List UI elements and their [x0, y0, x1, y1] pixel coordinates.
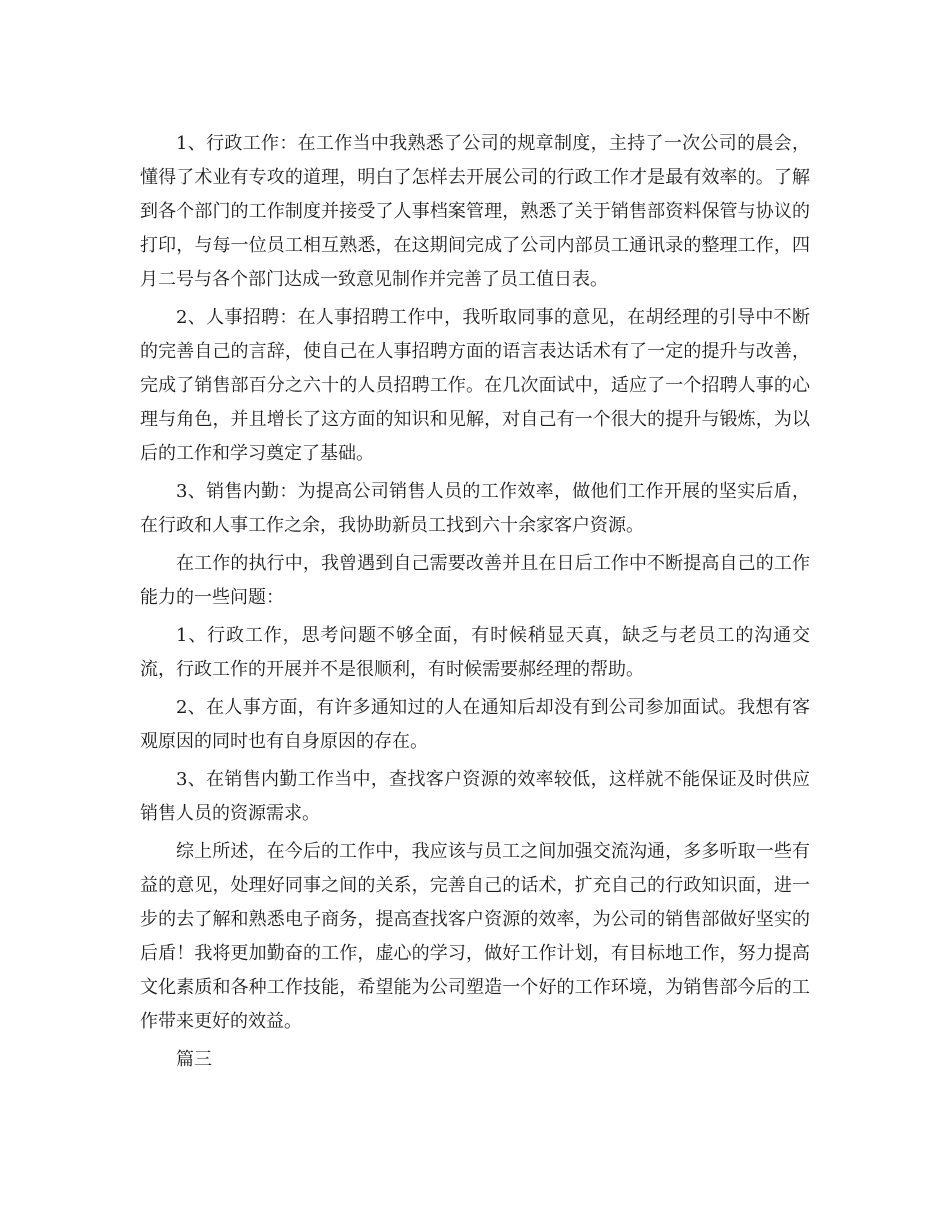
paragraph-hr-recruiting: 2、人事招聘：在人事招聘工作中，我听取同事的意见，在胡经理的引导中不断的完善自己的言辞，使自己在人事招聘方面的语言表达话术有了一定的提升与改善，完成了销售部百分之六十的人员招聘工作。在几次面试中，适应了一个招聘人事的心理与角色，并且增长了这方面的知识和见解，对自己有一个很大的提升与锻炼，为以后的工作和学习奠定了基础。 — [140, 307, 810, 464]
paragraph-problem-hr: 2、在人事方面，有许多通知过的人在通知后却没有到公司参加面试。我想有客观原因的同时也有自身原因的存在。 — [140, 697, 810, 752]
paragraph-summary: 综上所述，在今后的工作中，我应该与员工之间加强交流沟通，多多听取一些有益的意见，处理好同事之间的关系，完善自己的话术，扩充自己的行政知识面，进一步的去了解和熟悉电子商务，提高查找客户资源的效率，为公司的销售部做好坚实的后盾！我将更加勤奋的工作，虚心的学习，做好工作计划，有目标地工作，努力提高文化素质和各种工作技能，希望能为公司塑造一个好的工作环境，为销售部今后的工作带来更好的效益。 — [140, 841, 810, 1032]
section-heading: 篇三 — [176, 1049, 212, 1070]
paragraph-problem-sales: 3、在销售内勤工作当中，查找客户资源的效率较低，这样就不能保证及时供应销售人员的资源需求。 — [140, 769, 810, 824]
paragraph-problems-intro: 在工作的执行中，我曾遇到自己需要改善并且在日后工作中不断提高自己的工作能力的一些问题： — [140, 553, 810, 608]
paragraph-sales-support: 3、销售内勤：为提高公司销售人员的工作效率，做他们工作开展的坚实后盾，在行政和人事工作之余，我协助新员工找到六十余家客户资源。 — [140, 481, 810, 536]
document-body — [140, 127, 810, 1077]
paragraph-problem-admin: 1、行政工作，思考问题不够全面，有时候稍显天真，缺乏与老员工的沟通交流，行政工作的开展并不是很顺利，有时候需要郝经理的帮助。 — [140, 625, 810, 680]
paragraph-admin-work: 1、行政工作：在工作当中我熟悉了公司的规章制度，主持了一次公司的晨会，懂得了术业有专攻的道理，明白了怎样去开展公司的行政工作才是最有效率的。了解到各个部门的工作制度并接受了人事档案管理，熟悉了关于销售部资料保管与协议的打印，与每一位员工相互熟悉，在这期间完成了公司内部员工通讯录的整理工作，四月二号与各个部门达成一致意见制作并完善了员工值日表。 — [140, 133, 810, 290]
